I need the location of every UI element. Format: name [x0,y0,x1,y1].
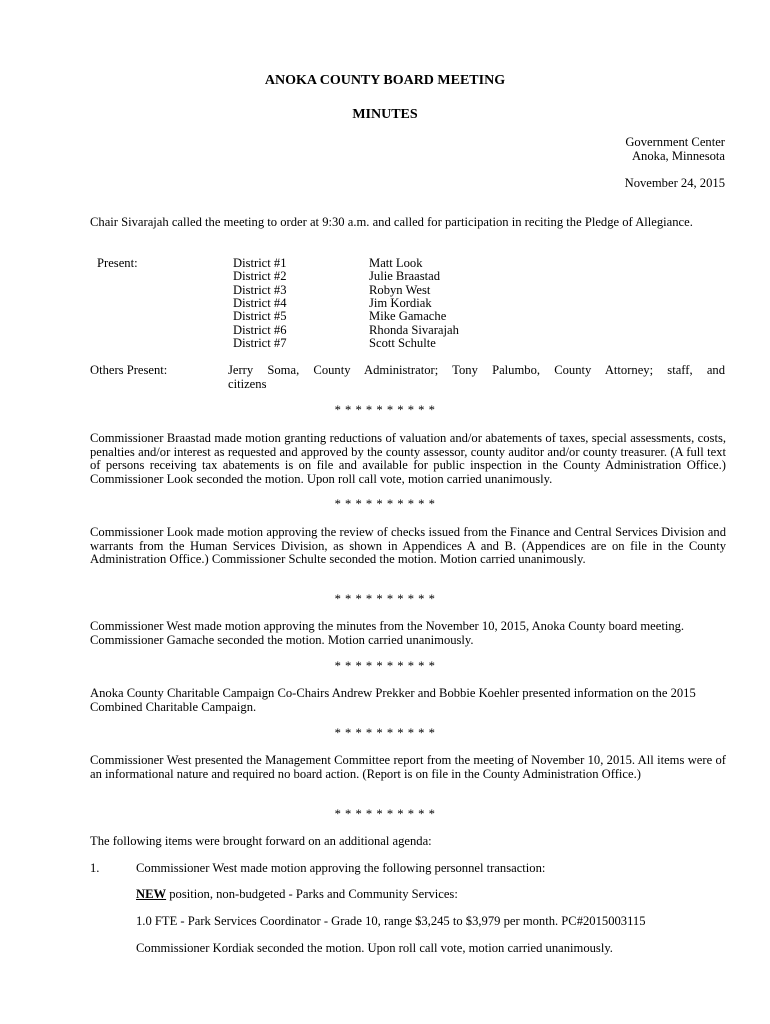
commissioner-name: Scott Schulte [369,336,436,350]
commissioner-name: Mike Gamache [369,309,447,323]
district-label: District #5 [233,309,287,323]
item-number: 1. [90,861,100,875]
commissioner-name: Julie Braastad [369,269,440,283]
new-position-text: position, non-budgeted - Parks and Community Services: [166,887,458,901]
commissioner-name: Robyn West [369,283,431,297]
separator: * * * * * * * * * * [334,807,436,821]
paragraph-checks-review: Commissioner Look made motion approving the review of checks issued from the Finance and Central Services Division and warrants from the Human Services Division, as shown in Appendices A and B. (Appendices are on file in the County Administration Office.) Commissioner Schulte seconded the motion. Motion carried unanimously. [90,525,726,567]
district-label: District #4 [233,296,287,310]
separator: * * * * * * * * * * [334,592,436,606]
paragraph-minutes-approval: Commissioner West made motion approving the minutes from the November 10, 2015, Anoka County board meeting. Commissioner Gamache seconded the motion. Motion carried unanimously. [90,619,685,647]
commissioner-name: Rhonda Sivarajah [369,323,459,337]
district-label: District #3 [233,283,287,297]
separator: * * * * * * * * * * [334,403,436,417]
paragraph-additional-agenda: The following items were brought forward on an additional agenda: [90,834,432,848]
separator: * * * * * * * * * * [334,659,436,673]
item-text: Commissioner West made motion approving the following personnel transaction: [136,861,546,875]
commissioner-name: Jim Kordiak [369,296,432,310]
others-present-label: Others Present: [90,363,168,377]
new-position-line [136,888,458,902]
others-present-text-line1: Jerry Soma, County Administrator; Tony Palumbo, County Attorney; staff, and [228,363,725,377]
page-subtitle: MINUTES [352,107,418,122]
paragraph-charitable-campaign: Anoka County Charitable Campaign Co-Chairs Andrew Prekker and Bobbie Koehler presented information on the 2015 Combined Charitable Campaign. [90,686,696,714]
district-label: District #7 [233,336,287,350]
paragraph-tax-abatements: Commissioner Braastad made motion granting reductions of valuation and/or abatements of taxes, special assessments, costs, penalties and/or interest as requested and approved by the county assessor, county auditor and/or county treasurer. (A full text of persons receiving tax abatements is on file and available for public inspection in the County Administration Office.) Commissioner Look seconded the motion. Upon roll call vote, motion carried unanimously. [90,431,726,486]
district-label: District #1 [233,256,287,270]
meeting-date: November 24, 2015 [624,176,725,190]
location-line1: Government Center [625,135,725,149]
district-label: District #2 [233,269,287,283]
motion-second: Commissioner Kordiak seconded the motion. Upon roll call vote, motion carried unanimously. [136,941,613,955]
location-line2: Anoka, Minnesota [631,149,725,163]
others-present-text-line2: citizens [228,377,267,391]
separator: * * * * * * * * * * [334,497,436,511]
present-label: Present: [97,256,138,270]
position-detail: 1.0 FTE - Park Services Coordinator - Grade 10, range $3,245 to $3,979 per month. PC#2015003115 [136,914,646,928]
call-to-order: Chair Sivarajah called the meeting to order at 9:30 a.m. and called for participation in reciting the Pledge of Allegiance. [90,215,693,229]
new-label: NEW [136,887,167,901]
commissioner-name: Matt Look [369,256,423,270]
separator: * * * * * * * * * * [334,726,436,740]
page-title: ANOKA COUNTY BOARD MEETING [264,73,506,88]
paragraph-management-committee: Commissioner West presented the Management Committee report from the meeting of November 10, 2015. All items were of an informational nature and required no board action. (Report is on file in the County Administration Office.) [90,753,726,781]
district-label: District #6 [233,323,287,337]
